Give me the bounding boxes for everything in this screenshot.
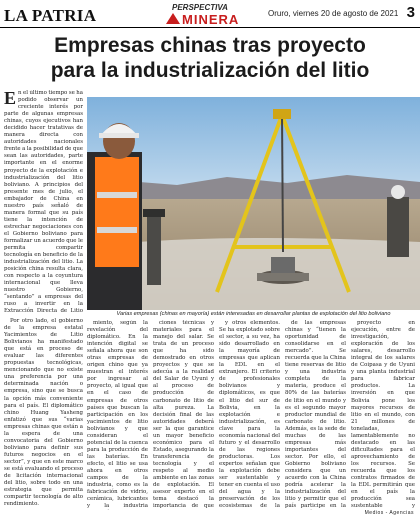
article-photo [87,97,420,310]
newspaper-name: LA PATRIA [4,6,97,25]
column-7-text: proyecto en ejecución, entre de investigación, exploración de los salares, desarrollo integral de los salares de Coipasa y de Uyuni y una planta industrial para fabricar productos. La inversión en que Bolivia pone los mayores recursos de litio en el mundo, con 21 millones de toneladas, lamentablemente no destacado en las dificultades para el aprovechamiento de los recursos. Se recuerda que los contratos firmados de la EDL permitirán que en el país la producción sea sustentable y [351,320,415,508]
article-column-5 [219,320,280,510]
column-1-text: n el último tiempo se ha podido observar un creciente interés por parte de algunas empresas chinas, cuyos ejecutivos han decidido hacer tratativas de manera directa con autoridades nacionales frente a la posibilidad de que sean las autoridades, parte importante en el enorme proyecto de la explotación e industrialización del litio boliviano. A principios del presente mes de julio, el embajador de China en nuestro país señaló de manera formal que su país tiene la intención de estrechar negociaciones con el Gobierno boliviano para formalizar un acuerdo que le permita compartir tecnología en beneficio de la industrialización del litio. La posición china resulta clara, con respecto a la coyuntura internacional que lleva nuestro Gobierno, “sentando” a empresas del ruso a invertir en la Extracción Directa de Litio [4,90,83,314]
column-2-text: Por otro lado, el gobierno de la empresa estatal Yacimientos de Litio Bolivianos ha manifestado que está en proceso de evaluar las diferentes propuestas tecnológicas, mencionando que no existe una preferencia por una determinada nación o empresa, sino que se busca la opción más conveniente para el país. El diplomático chino Huang Yasheng enfatizó que sus “varias empresas chinas que están a la espera de una convocatoria del Gobierno boliviano para definir sus futuros negocios en el sector”, y que en este marco se está evaluando el proceso de licitación internacional del litio, sobre todo en una estrategia que permita compartir tecnología de alto rendimiento. [4,318,83,508]
page-number: 3 [406,4,415,21]
dateline: Oruro, viernes 20 de agosto de 2021 [268,9,399,18]
mountain-icon [166,13,180,24]
photo-caption: Varias empresas (chinas en mayoría) están interesadas en desarrollar plantas de explotación del litio boliviano [116,311,391,317]
article-column-3 [87,320,148,510]
column-3-text: miento, según la revelación del diplomático. En la intención digital se señala ahora que son otras empresas de origen chino que ya muestran el interés por ingresar al proyecto, al igual que en el caso de empresas de otros países que buscan la participación en los yacimientos de litio bolivianos y que consideran el potencial de la cuenca para la producción de las baterías. En efecto, el litio se usa ahora en otros campos de la industria, como es la fabricación de vidrio, cerámica, lubricantes y la industria [87,320,148,510]
headline-line-1: Empresas chinas tras proyecto [54,34,366,57]
headline-line-2: para la industrialización del litio [50,59,370,82]
column-6-text: de las empresas chinas y “tienen la oportunidad de consolidarse en el mercado”. Se recuerda que la China tiene reservas de litio y una industria completa de la materia, produce el 80% de las baterías de litio en el mundo y es el segundo mayor productor mundial de carbonato de litio. Además, es la sede de muchas de las empresas más importantes del sector. Por ello, el Gobierno boliviano considera que un acuerdo con la China podría acelerar la industrialización del litio y permitir que el país participe en la [285,320,346,510]
column-4-text: ciones técnicas y materiales para el manejo del salar. Se trata de un proceso que ha sido demostrado en otros proyectos y que se adecúa a la realidad del Salar de Uyuni y al proceso de producción de carbonato de litio de alta pureza. La decisión final de las autoridades deberá ser la que garantice un mayor beneficio económico para el Estado, asegurando la transferencia de tecnología y el respeto al medio ambiente en las zonas de explotación. El asesor experto en el tema destacó la importancia de que [153,320,214,510]
byline: Medios - Agencias [364,510,414,516]
column-5-text: y otros elementos. Se ha explotado sobre el sector, a su vez, ha sido desarrollado en la mayoría de empresas que aplican la EDL en el extranjero. El criterio de profesionales bolivianos y diplomáticos, es que el litio del sur de Bolivia, en la explotación e industrialización, es clave para la economía nacional del futuro y el desarrollo de las regiones productoras. Los expertos señalan que la explotación debe ser sustentable y tener en cuenta el uso del agua y la preservación de los ecosistemas de la [219,320,280,510]
article-column-1 [4,90,83,314]
drop-cap: E [4,90,17,108]
lithium-well-photo [87,97,420,310]
section-logo-big-text: MINERA [182,12,240,27]
article-column-6 [285,320,346,510]
article-column-4 [153,320,214,510]
masthead [0,0,420,28]
article-column-2 [4,318,83,508]
section-logo [166,1,254,26]
section-logo-small-text: PERSPECTIVA [172,3,228,12]
article-column-7 [351,320,415,508]
article-headline [0,33,420,83]
